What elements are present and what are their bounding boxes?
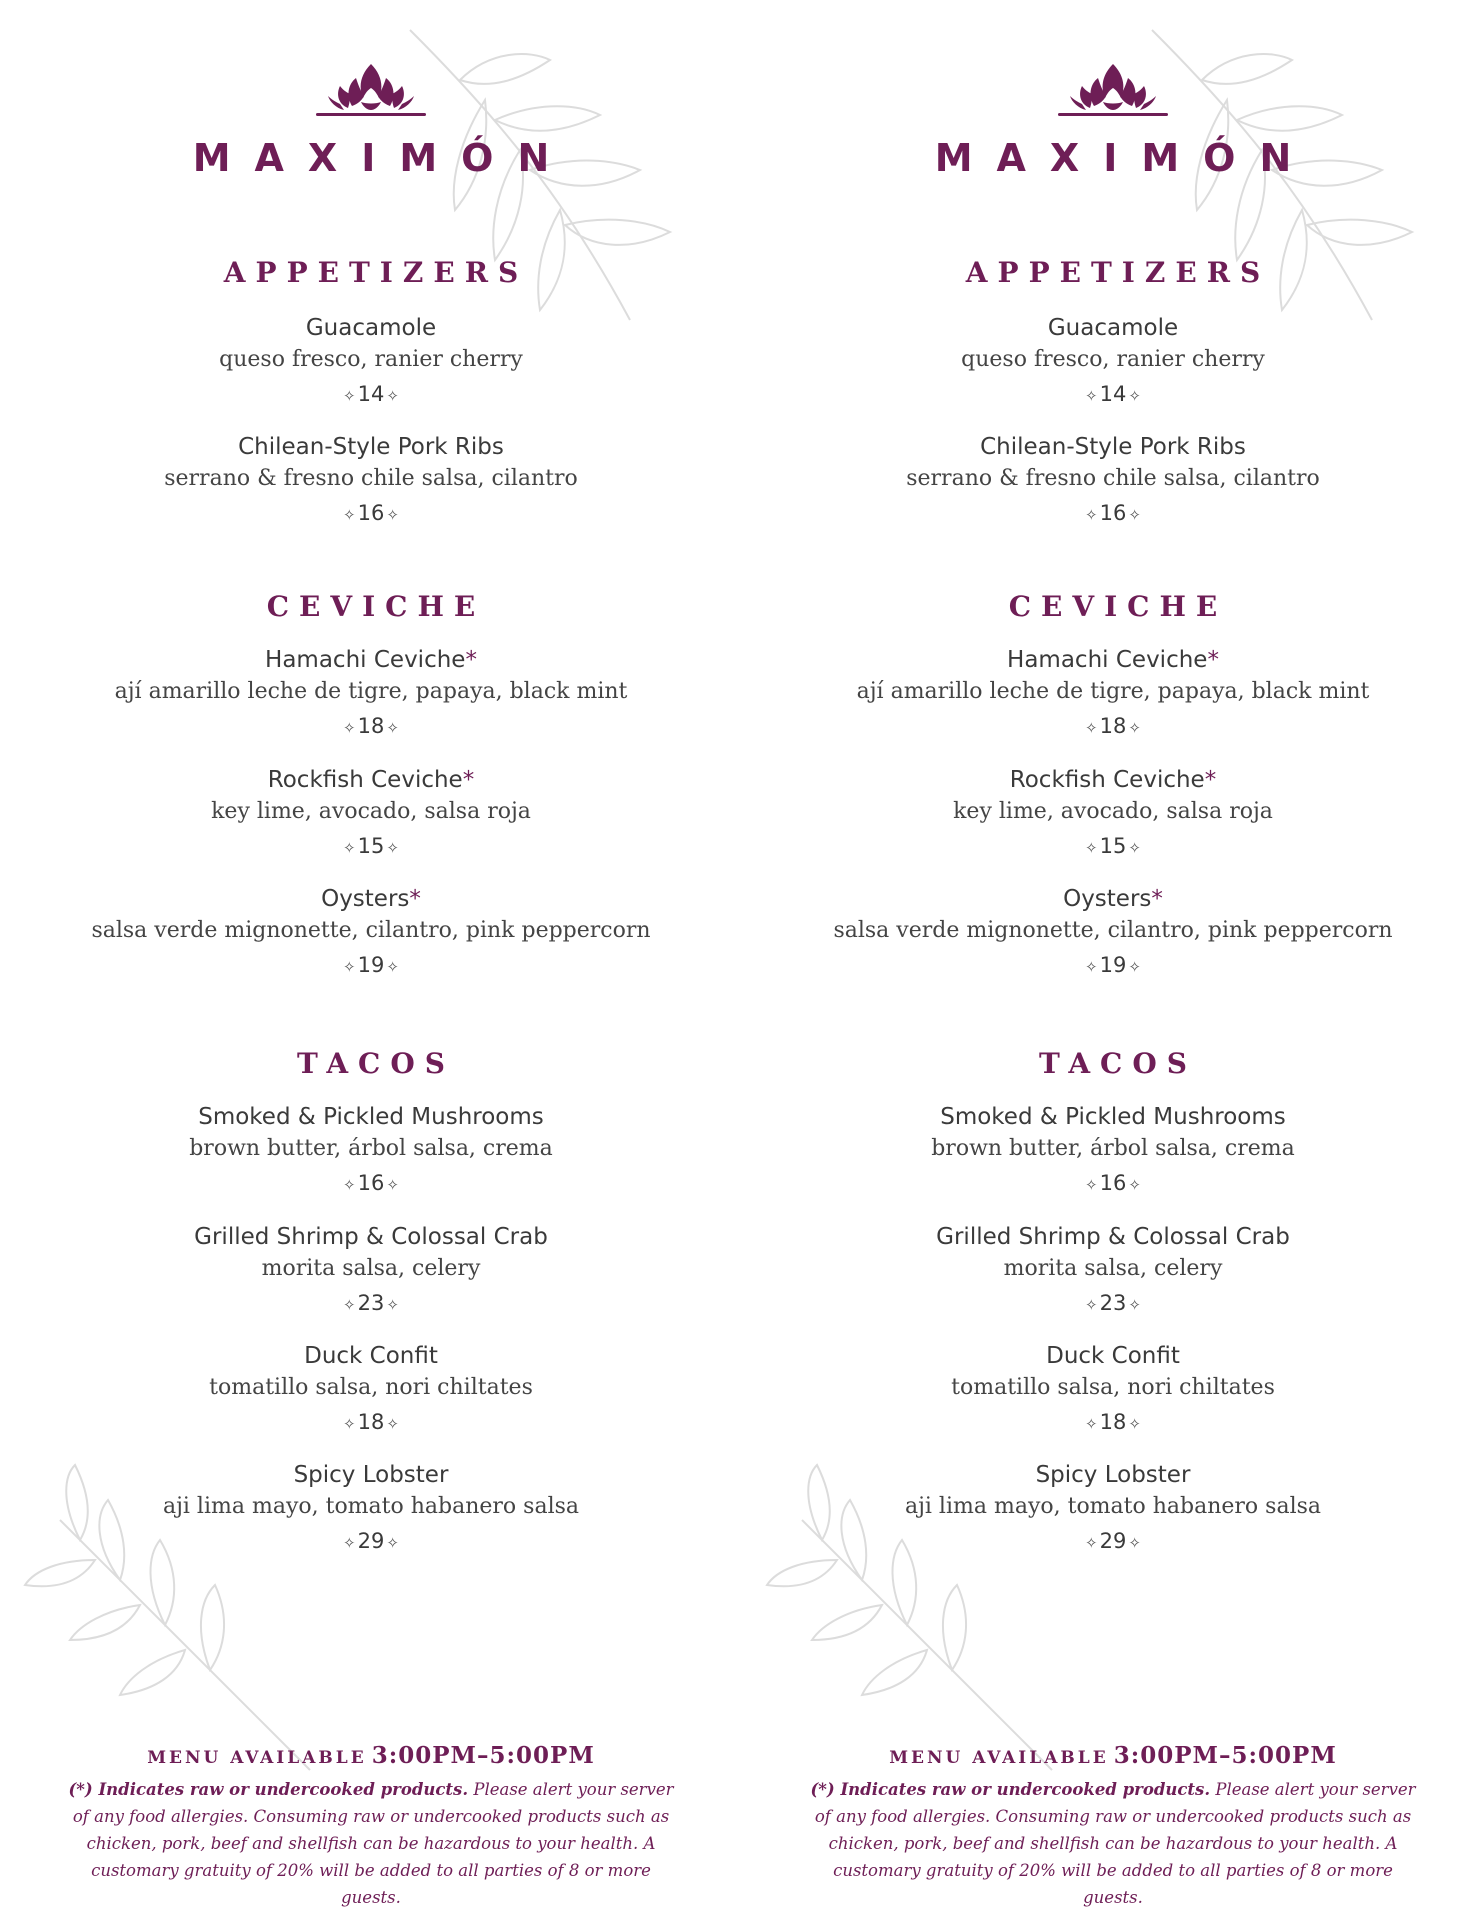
item-description: tomatillo salsa, nori chiltates — [951, 1375, 1275, 1400]
sparkle-icon: ✧ — [1085, 506, 1098, 524]
sparkle-icon: ✧ — [386, 958, 399, 976]
item-price: ✧19 ✧ — [343, 953, 399, 977]
item-description: salsa verde mignonette, cilantro, pink peppercorn — [833, 918, 1393, 943]
menu-item-pork-ribs — [0, 432, 742, 530]
sparkle-icon: ✧ — [343, 506, 356, 524]
sparkle-icon: ✧ — [386, 1534, 399, 1552]
item-name: Grilled Shrimp & Colossal Crab — [936, 1224, 1290, 1250]
disclaimer — [60, 1776, 682, 1911]
item-description: tomatillo salsa, nori chiltates — [209, 1375, 533, 1400]
sparkle-icon: ✧ — [1128, 839, 1141, 857]
item-description: brown butter, árbol salsa, crema — [189, 1136, 553, 1161]
sparkle-icon: ✧ — [1128, 1176, 1141, 1194]
menu-item-rockfish-ceviche — [0, 765, 742, 863]
sparkle-icon: ✧ — [1085, 719, 1098, 737]
availability-label: MENU AVAILABLE — [147, 1748, 367, 1768]
item-description: key lime, avocado, salsa roja — [953, 799, 1273, 824]
item-name: Rockfish Ceviche* — [267, 767, 475, 793]
item-name: Grilled Shrimp & Colossal Crab — [194, 1224, 548, 1250]
item-price: ✧29 ✧ — [343, 1529, 399, 1553]
sparkle-icon: ✧ — [1085, 1415, 1098, 1433]
item-description: morita salsa, celery — [261, 1256, 481, 1281]
item-name: Spicy Lobster — [293, 1462, 449, 1488]
brand-logo — [742, 62, 1484, 180]
menu-item-duck-confit — [0, 1341, 742, 1439]
sparkle-icon: ✧ — [1128, 1534, 1141, 1552]
sparkle-icon: ✧ — [386, 1415, 399, 1433]
item-description: aji lima mayo, tomato habanero salsa — [904, 1494, 1322, 1519]
sparkle-icon: ✧ — [343, 1415, 356, 1433]
menu-item-hamachi-ceviche — [742, 645, 1484, 743]
item-price: ✧16 ✧ — [343, 501, 399, 525]
sparkle-icon: ✧ — [1128, 506, 1141, 524]
menu-item-guacamole — [742, 313, 1484, 411]
item-name: Duck Confit — [1046, 1343, 1180, 1369]
item-price: ✧15 ✧ — [343, 834, 399, 858]
lotus-icon — [316, 62, 426, 122]
sparkle-icon: ✧ — [386, 719, 399, 737]
item-price: ✧16 ✧ — [343, 1171, 399, 1195]
menu-item-shrimp-crab — [742, 1222, 1484, 1320]
menu-item-oysters — [742, 884, 1484, 982]
disclaimer-text: Please alert your server of any food allergies. Consuming raw or undercooked products such as chicken, pork, beef and shellfish can be hazardous to your health. A customary gratuity of 20% will be added to all parties of 8 or more guests. — [72, 1780, 674, 1907]
item-description: queso fresco, ranier cherry — [219, 347, 523, 372]
brand-name: MAXIMÓN — [934, 136, 1316, 180]
item-description: queso fresco, ranier cherry — [961, 347, 1265, 372]
menu-item-duck-confit — [742, 1341, 1484, 1439]
menu-item-guacamole — [0, 313, 742, 411]
sparkle-icon: ✧ — [343, 719, 356, 737]
item-price: ✧16 ✧ — [1085, 1171, 1141, 1195]
disclaimer-bold: (*) Indicates raw or undercooked products. — [68, 1780, 469, 1799]
sparkle-icon: ✧ — [343, 1534, 356, 1552]
menu-item-mushrooms — [742, 1102, 1484, 1200]
menu-item-mushrooms — [0, 1102, 742, 1200]
menu-availability — [742, 1742, 1484, 1769]
item-description: brown butter, árbol salsa, crema — [931, 1136, 1295, 1161]
item-price: ✧19 ✧ — [1085, 953, 1141, 977]
menu-item-pork-ribs — [742, 432, 1484, 530]
item-price: ✧18 ✧ — [1085, 714, 1141, 738]
item-name: Spicy Lobster — [1035, 1462, 1191, 1488]
section-title-appetizers: APPETIZERS — [965, 256, 1271, 289]
item-description: key lime, avocado, salsa roja — [211, 799, 531, 824]
sparkle-icon: ✧ — [1085, 1176, 1098, 1194]
item-name: Oysters* — [1063, 886, 1163, 912]
menu-item-rockfish-ceviche — [742, 765, 1484, 863]
sparkle-icon: ✧ — [1128, 1296, 1141, 1314]
sparkle-icon: ✧ — [1085, 387, 1098, 405]
sparkle-icon: ✧ — [1085, 958, 1098, 976]
sparkle-icon: ✧ — [386, 1296, 399, 1314]
disclaimer-bold: (*) Indicates raw or undercooked products. — [810, 1780, 1211, 1799]
availability-time: 3:00PM–5:00PM — [1113, 1742, 1337, 1769]
item-description: morita salsa, celery — [1003, 1256, 1223, 1281]
item-name: Chilean-Style Pork Ribs — [980, 434, 1246, 460]
item-description: serrano & fresno chile salsa, cilantro — [906, 466, 1320, 491]
item-price: ✧23 ✧ — [1085, 1291, 1141, 1315]
item-price: ✧18 ✧ — [1085, 1410, 1141, 1434]
sparkle-icon: ✧ — [386, 839, 399, 857]
sparkle-icon: ✧ — [386, 1176, 399, 1194]
section-title-ceviche: CEVICHE — [1008, 590, 1228, 623]
menu-item-shrimp-crab — [0, 1222, 742, 1320]
item-name: Smoked & Pickled Mushrooms — [940, 1104, 1286, 1130]
item-name: Guacamole — [305, 315, 437, 341]
item-description: ají amarillo leche de tigre, papaya, black mint — [856, 679, 1370, 704]
menu-availability — [0, 1742, 742, 1769]
item-price: ✧16 ✧ — [1085, 501, 1141, 525]
item-description: serrano & fresno chile salsa, cilantro — [164, 466, 578, 491]
item-description: salsa verde mignonette, cilantro, pink peppercorn — [91, 918, 651, 943]
section-title-tacos: TACOS — [1039, 1047, 1197, 1080]
sparkle-icon: ✧ — [1128, 1415, 1141, 1433]
item-name: Oysters* — [321, 886, 421, 912]
availability-label: MENU AVAILABLE — [889, 1748, 1109, 1768]
item-price: ✧23 ✧ — [343, 1291, 399, 1315]
item-price: ✧14 ✧ — [343, 382, 399, 406]
sparkle-icon: ✧ — [343, 1296, 356, 1314]
sparkle-icon: ✧ — [386, 506, 399, 524]
item-name: Chilean-Style Pork Ribs — [238, 434, 504, 460]
section-title-ceviche: CEVICHE — [266, 590, 486, 623]
sparkle-icon: ✧ — [1085, 839, 1098, 857]
item-name: Hamachi Ceviche* — [1007, 647, 1219, 673]
section-title-tacos: TACOS — [297, 1047, 455, 1080]
item-name: Guacamole — [1047, 315, 1179, 341]
sparkle-icon: ✧ — [1128, 958, 1141, 976]
sparkle-icon: ✧ — [386, 387, 399, 405]
sparkle-icon: ✧ — [1128, 719, 1141, 737]
brand-logo — [0, 62, 742, 180]
disclaimer-text: Please alert your server of any food allergies. Consuming raw or undercooked products such as chicken, pork, beef and shellfish can be hazardous to your health. A customary gratuity of 20% will be added to all parties of 8 or more guests. — [814, 1780, 1416, 1907]
menu-item-oysters — [0, 884, 742, 982]
sparkle-icon: ✧ — [343, 387, 356, 405]
item-name: Rockfish Ceviche* — [1009, 767, 1217, 793]
sparkle-icon: ✧ — [1128, 387, 1141, 405]
sparkle-icon: ✧ — [1085, 1534, 1098, 1552]
section-title-appetizers: APPETIZERS — [223, 256, 529, 289]
item-price: ✧18 ✧ — [343, 1410, 399, 1434]
item-price: ✧29 ✧ — [1085, 1529, 1141, 1553]
menu-item-spicy-lobster — [0, 1460, 742, 1558]
item-price: ✧14 ✧ — [1085, 382, 1141, 406]
menu-panel-right — [742, 0, 1484, 1920]
sparkle-icon: ✧ — [343, 1176, 356, 1194]
item-name: Smoked & Pickled Mushrooms — [198, 1104, 544, 1130]
menu-item-spicy-lobster — [742, 1460, 1484, 1558]
item-description: aji lima mayo, tomato habanero salsa — [162, 1494, 580, 1519]
lotus-icon — [1058, 62, 1168, 122]
item-name: Duck Confit — [304, 1343, 438, 1369]
brand-name: MAXIMÓN — [192, 136, 574, 180]
sparkle-icon: ✧ — [343, 958, 356, 976]
disclaimer — [802, 1776, 1424, 1911]
sparkle-icon: ✧ — [1085, 1296, 1098, 1314]
menu-item-hamachi-ceviche — [0, 645, 742, 743]
item-description: ají amarillo leche de tigre, papaya, black mint — [114, 679, 628, 704]
sparkle-icon: ✧ — [343, 839, 356, 857]
item-name: Hamachi Ceviche* — [265, 647, 477, 673]
item-price: ✧18 ✧ — [343, 714, 399, 738]
item-price: ✧15 ✧ — [1085, 834, 1141, 858]
availability-time: 3:00PM–5:00PM — [371, 1742, 595, 1769]
